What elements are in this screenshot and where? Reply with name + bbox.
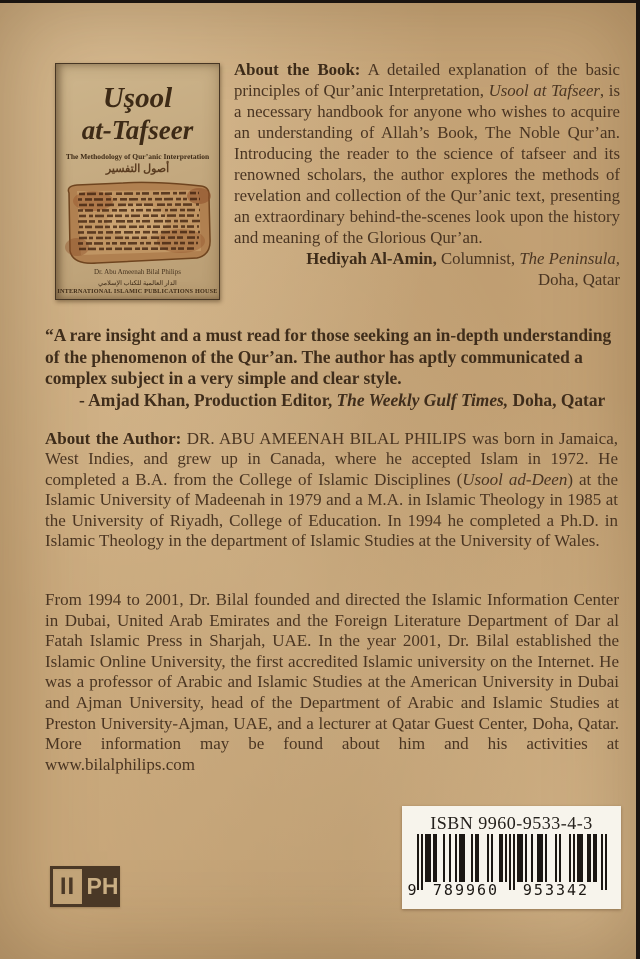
barcode-digits xyxy=(402,882,621,899)
front-cover-thumbnail xyxy=(55,63,220,300)
about-book-attribution xyxy=(234,248,620,269)
about-book-text: A detailed explanation of the basic principles of Qur’anic Interpretation, xyxy=(234,60,620,100)
quote-attribution-tail: Doha, Qatar xyxy=(508,389,606,410)
career-paragraph: From 1994 to 2001, Dr. Bilal founded and directed the Islamic Information Center in Dubai, United Arab Emirates and the Foreign Literature Department of Dar al Fatah Islamic Press in Sharjah, UAE. In the year 2001, Dr. Bilal established the Islamic Online University, the first accredited Islamic university on the Internet. He was a professor of Arabic and Islamic Studies at the American University in Dubai and Ajman University, head of the Department of Arabic and Islamic Studies at Preston University-Ajman, UAE, and a lecturer at Qatar Guest Center, Doha, Qatar. More information may be found about him and his activities at www.bilalphilips.com xyxy=(45,590,619,774)
reviewer-name: Hediyah Al-Amin, xyxy=(306,249,437,268)
usool-ad-deen-italic: Usool ad-Deen xyxy=(462,469,568,489)
thumbnail-publisher-arabic: الدار العالمية للكتاب الإسلامي xyxy=(98,280,177,287)
thumbnail-title-line2: at-Tafseer xyxy=(81,115,194,145)
photo-edge-top xyxy=(0,0,640,3)
about-book-attribution-location: Doha, Qatar xyxy=(537,270,620,289)
about-book-paragraph xyxy=(234,59,620,248)
about-author-text: DR. ABU AMEENAH BILAL PHILIPS was born in Jamaica, West Indies, and grew up in Canada, where he accepted Islam in 1972. He completed a B.A. from the College of Islamic Disciplines ( xyxy=(45,429,619,489)
thumbnail-arabic-title: أصول التفسير xyxy=(105,163,170,175)
barcode-digit-group: 9 xyxy=(407,881,417,899)
pull-quote-attribution xyxy=(45,390,617,412)
barcode-digit-group: 789960 xyxy=(432,881,500,899)
pull-quote-text: “A rare insight and a must read for those seeking an in-depth understanding of the phenomenon of the Qur’an. The author has aptly communicated a complex subject in a very simple and clear style. xyxy=(45,325,612,388)
publisher-logo-right: PH xyxy=(85,866,120,907)
book-title-italic: Usool at Tafseer xyxy=(488,81,600,100)
about-book-lead: About the Book: xyxy=(234,60,361,79)
photo-edge-right xyxy=(636,0,640,959)
isbn-number: ISBN 9960-9533-4-3 xyxy=(430,813,593,833)
reviewer-role: Columnist, xyxy=(436,249,520,268)
manuscript-image xyxy=(63,181,213,265)
thumbnail-subtitle: The Methodology of Qur’anic Interpretation xyxy=(65,152,210,161)
about-author-text-continued: ) at the Islamic University of Madeenah in 1979 and a M.A. in Islamic Theology in 1985 at the University of Riyadh, College of Education. In 1994 he completed a Ph.D. in Islamic Theology in the department of Islamic Studies at the University of Wales. xyxy=(45,469,618,551)
publisher-logo xyxy=(50,866,120,907)
thumbnail-author: Dr. Abu Ameenah Bilal Philips xyxy=(94,268,181,276)
barcode-digit-group: 953342 xyxy=(522,881,590,899)
about-author-section xyxy=(45,429,618,551)
about-author-lead: About the Author: xyxy=(45,429,182,448)
isbn-barcode xyxy=(402,806,621,909)
quote-attribution-lead: - Amjad Khan, Production Editor, xyxy=(79,389,337,410)
thumbnail-publisher: INTERNATIONAL ISLAMIC PUBLICATIONS HOUSE xyxy=(57,288,218,295)
about-book-text-continued: , is a necessary handbook for anyone who wishes to acquire an understanding of Allah’s Book, The Noble Qur’an. Introducing the reader to the science of tafseer and its renowned scholars, the author explores the methods of revelation and collection of the Qur’anic text, presenting an extraordinary behind-the-scenes look upon the history and meaning of the Glorious Qur’an. xyxy=(234,81,620,247)
quote-attribution-publication: The Weekly Gulf Times, xyxy=(336,389,509,410)
about-book-section xyxy=(234,59,620,290)
thumbnail-title-line1: Uşool xyxy=(102,82,173,114)
pull-quote xyxy=(45,325,617,411)
reviewer-publication: The Peninsula, xyxy=(519,249,620,268)
publisher-logo-left: II xyxy=(50,866,85,907)
